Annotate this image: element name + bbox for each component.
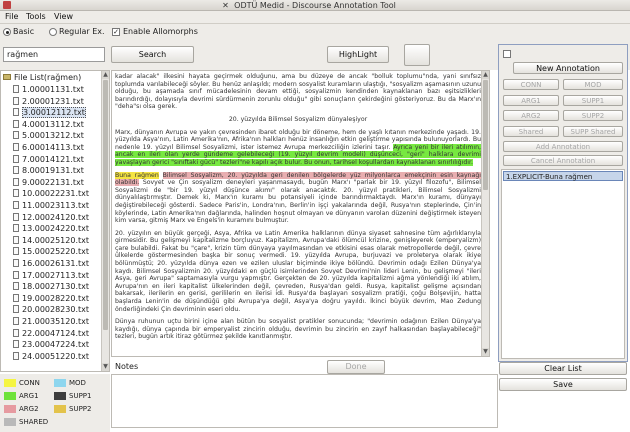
conn-button[interactable]: CONN: [503, 79, 559, 90]
legend-label: ARG1: [19, 392, 39, 400]
file-list-item[interactable]: 16.00026131.txt: [13, 259, 89, 270]
legend-label: SUPP1: [69, 392, 92, 400]
legend-label: CONN: [19, 379, 40, 387]
file-list-item[interactable]: 10.00022231.txt: [13, 189, 89, 200]
search-button[interactable]: Search: [111, 46, 194, 63]
annotation-list: [501, 169, 625, 359]
done-button[interactable]: Done: [327, 360, 385, 374]
folder-icon: [3, 74, 11, 80]
doc-paragraph: kadar alacak" ilkesini hayata geçirmek olduğunu, ama bu düzeye de ancak "bolluk toplumu"nda, yani sınıfsız toplumda varılabileceği söyler. Bu henüz anlaşıldı; modern sosyalist kuramların ulaştığı, "sosyalizm aşamasının uzunu olduğu, bu aşamada sınıf mücadelesinin devam ettiği, sosyalizmin kendinden kaynaklanan bazı eşitsizlikleri barındırdığı, dolayısıyla devrimi sürdürmenin zorunlu olduğu" gibi sonuçların çekirdeğini gösteriyoruz. Bu da Marx'ın "deha"sı olsa gerek.: [115, 73, 481, 111]
file-list-item[interactable]: 4.00013112.txt: [13, 120, 84, 131]
document-icon: [13, 213, 19, 221]
legend-label: SUPP2: [69, 405, 92, 413]
menu-bar: [0, 11, 630, 24]
document-icon: [13, 85, 19, 93]
legend-swatch: [4, 418, 16, 426]
file-list-item[interactable]: 7.00014121.txt: [13, 155, 84, 166]
clear-list-button[interactable]: Clear List: [499, 362, 627, 375]
supp2-button[interactable]: SUPP2: [563, 110, 623, 121]
document-scrollbar[interactable]: [481, 71, 489, 356]
supp-shared-button[interactable]: SUPP Shared: [563, 126, 623, 137]
document-icon: [13, 247, 19, 255]
scroll-thumb[interactable]: [483, 80, 488, 190]
document-text-pane[interactable]: [111, 70, 490, 357]
supp1-button[interactable]: SUPP1: [563, 95, 623, 106]
document-icon: [13, 108, 19, 116]
x11-icon: ✕: [222, 1, 229, 10]
document-icon: [13, 143, 19, 151]
document-icon: [13, 189, 19, 197]
file-list-item[interactable]: 18.00027130.txt: [13, 282, 89, 293]
document-icon: [13, 236, 19, 244]
file-list-item[interactable]: 12.00024120.txt: [13, 213, 89, 224]
color-legend: [0, 374, 110, 432]
shared-button[interactable]: Shared: [503, 126, 559, 137]
file-list-item[interactable]: 20.00028230.txt: [13, 305, 89, 316]
annotation-panel: [498, 44, 628, 362]
doc-paragraph: Buna rağmen Bilimsel Sosyalizm, 20. yüzyılda geri denilen bölgelerde yüz milyonlarca emekçinin esin kaynağı olabildi. Sovyet ve Çin sosyalizm deneyleri yaşanmasaydı, bugün Marx'ı "parlak bir 19. yüzyıl filozofu", Bilimsel Sosyalizmi de "bir 19. yüzyıl düşünce akımı" olarak anacaktık. 20. yüzyıl pratikleri, Bilimsel Sosyalizmi dünyalılaştırmıştır. Demek ki, Marx'ın kuramı bu potansiyeli içinde barındırmaktaydı. Marx'ın kuramı, dünyayı değiştirebileceği gösterdi. Sadece Paris'in, Londra'nın, Berlin'in işçi yakalarında değil, Rusya'nın steplerinde, Çin'in köylerinde, Latin Amerika'nın dağlarında, halinden hoşnut olmayan ve dünyanın varolan düzenini değiştirmek isteyen kim varsa, gitmiş Marx ve Engels'in kuramını bulmuştur.: [115, 171, 482, 225]
annotation-checkbox[interactable]: [503, 50, 511, 58]
legend-swatch: [4, 405, 16, 413]
new-annotation-button[interactable]: New Annotation: [513, 62, 623, 74]
file-list-item[interactable]: 3.00012112.txt: [13, 108, 86, 119]
legend-label: SHARED: [19, 418, 49, 426]
file-list-item[interactable]: 2.00001231.txt: [13, 97, 84, 108]
document-icon: [13, 201, 19, 209]
regular-ex-radio[interactable]: [49, 28, 57, 36]
document-icon: [13, 178, 19, 186]
annotation-list-item[interactable]: 1.EXPLICIT-Buna rağmen: [503, 171, 623, 181]
add-annotation-button[interactable]: Add Annotation: [503, 141, 623, 152]
document-icon: [13, 155, 19, 163]
save-button[interactable]: Save: [499, 378, 627, 391]
document-icon: [13, 317, 19, 325]
legend-swatch: [54, 392, 66, 400]
menu-view[interactable]: View: [54, 12, 73, 21]
legend-label: MOD: [69, 379, 86, 387]
arg2-highlight[interactable]: Bilimsel Sosyalizm, 20. yüzyılda geri denilen bölgelerde yüz milyonlarca emekçinin esin kaynağı olabildi.: [115, 171, 482, 187]
file-list-item[interactable]: 22.00047124.txt: [13, 329, 89, 340]
file-list-item[interactable]: 13.00024220.txt: [13, 224, 89, 235]
scroll-down-icon[interactable]: ▼: [483, 348, 488, 355]
scroll-down-icon[interactable]: ▼: [103, 363, 108, 370]
doc-paragraph: 20. yüzyılın en büyük gerçeği, Asya, Afrika ve Latin Amerika halklarının dünya siyaset sahnesine tüm ağırlıklarıyla girmesidir. Bu gelişmeyi kapitalizme borçluyuz. Kapitalizm, Avrupa'daki ölümcül krizine, genişleyerek (emperyalizm) çare bulabildi. Fakat bu "çare", krizin tüm dünyaya yayılmasından ve etkisini esas olarak metropollerde değil, çevre ülkelerde göstermesinden başka bir sonuç vermedi. 19. yüzyılda Avrupa, burjuvazi ve proleterya olarak ikiye bölünmüştü; 20. yüzyılda dünya ezen ve ezilen uluslar biçiminde ikiye bölündü. Devrimin odağı Ezilen Dünya'ya kaydı. Bilimsel Sosyalizmin 20. yüzyıldaki en güçlü isimlerinden Sovyet Devrimi'nin lideri Lenin, bu gelişmeyi "ileri Asya, geri Avrupa" saptamasıyla vurgu yapmıştır. Gerçekten de 20. yüzyılda kapitalizmi ağma yönlendiği iki atılım, Avrupa'nın en ileri kapitalist ülkelerinden değil, çevreden, Rusya'dan geldi. Rusya, kapitalist gelişme açısından bakarsak, ilerilerin en gerisi, gerililerin en ilerisi idi. Rusya'da başlayan sosyalizm pratiği, çoğu Bolşevijin, hatta başlarda Lenin'in de düşündüğü gibi Avrupa'ya değil, Asya'ya doğru yayıldı. İkinci büyük devrim, Mao Zedung önderliğindeki Çin devriminin eseri oldu.: [115, 229, 481, 313]
file-list-item[interactable]: 15.00025220.txt: [13, 247, 89, 258]
basic-radio[interactable]: [3, 28, 11, 36]
notes-label: Notes: [115, 362, 139, 371]
file-list-item[interactable]: 5.00013212.txt: [13, 131, 84, 142]
cancel-annotation-button[interactable]: Cancel Annotation: [503, 155, 623, 166]
window-title: ODTÜ Medid - Discourse Annotation Tool: [234, 1, 396, 10]
document-icon: [13, 166, 19, 174]
notes-textarea[interactable]: [111, 374, 498, 428]
document-icon: [13, 282, 19, 290]
arg2-button[interactable]: ARG2: [503, 110, 559, 121]
document-icon: [13, 131, 19, 139]
file-list-tree: [0, 70, 110, 372]
file-list-item[interactable]: 17.00027113.txt: [13, 271, 89, 282]
menu-tools[interactable]: Tools: [26, 12, 46, 21]
title-bar: [0, 0, 630, 11]
legend-label: ARG2: [19, 405, 39, 413]
scroll-up-icon[interactable]: ▲: [483, 71, 488, 78]
document-icon: [13, 294, 19, 302]
scroll-up-icon[interactable]: ▲: [103, 71, 108, 78]
file-list-item[interactable]: 19.00028220.txt: [13, 294, 89, 305]
document-icon: [13, 97, 19, 105]
conn-highlight[interactable]: Buna rağmen: [115, 171, 159, 179]
search-options: [0, 24, 630, 40]
document-text: [115, 73, 481, 346]
file-list-item[interactable]: 11.00023113.txt: [13, 201, 89, 212]
file-list-item[interactable]: 6.00014113.txt: [13, 143, 84, 154]
regular-ex-label: Regular Ex.: [59, 27, 105, 36]
doc-heading: 20. yüzyılda Bilimsel Sosyalizm dünyaleşiyor: [228, 115, 368, 123]
legend-swatch: [4, 392, 16, 400]
document-icon: [13, 329, 19, 337]
arg1-button[interactable]: ARG1: [503, 95, 559, 106]
color-swatch-button[interactable]: [404, 44, 430, 66]
document-icon: [13, 305, 19, 313]
file-list-item[interactable]: 1.00001131.txt: [13, 85, 84, 96]
file-list-item[interactable]: 23.00047224.txt: [13, 340, 89, 351]
file-list-item[interactable]: 21.00035120.txt: [13, 317, 89, 328]
arg1-highlight[interactable]: Ayrıca yeni bir ileri atılımın, ancak en ileri olan yerde gündeme gelebileceği (19. yüzyıl devrim modeli) düşünceci, "geri" halklara devrimi yavaşlayan gerici "sınıftaki gücü" tezleri"ne kapılı açık bulur. Bu onun, tarihsel koşullardan kaynaklanan sınırlılığıdır.: [115, 143, 481, 166]
file-list-item[interactable]: 24.00051220.txt: [13, 352, 89, 363]
file-list-root[interactable]: File List(rağmen): [3, 73, 81, 84]
highlight-button[interactable]: HighLight: [327, 46, 389, 63]
legend-swatch: [4, 379, 16, 387]
legend-swatch: [54, 379, 66, 387]
file-list-item[interactable]: 14.00025120.txt: [13, 236, 89, 247]
document-icon: [13, 224, 19, 232]
document-icon: [13, 259, 19, 267]
file-list-item[interactable]: 9.00022131.txt: [13, 178, 84, 189]
scroll-thumb[interactable]: [103, 80, 108, 330]
file-list-item[interactable]: 8.00019131.txt: [13, 166, 84, 177]
allomorphs-checkbox[interactable]: ✓: [113, 28, 119, 36]
search-input[interactable]: rağmen: [3, 47, 105, 62]
document-icon: [13, 120, 19, 128]
doc-paragraph: Dünya ruhunun uçtu birini içine alan bütün bu sosyalist pratikler sonucunda; "devrimin odağının Ezilen Dünya'ya kaydığı, dünya çapında bir emperyalist zincirin olduğu, devrimin bu zincirin en zayıf halkasından başlayabileceği" tezleri, bugün artık itiraz götürmez şekilde kanıtlanmıştır.: [115, 318, 481, 341]
basic-label: Basic: [13, 27, 35, 36]
legend-swatch: [54, 405, 66, 413]
document-icon: [13, 340, 19, 348]
allomorphs-label: Enable Allomorphs: [123, 27, 198, 36]
mod-button[interactable]: MOD: [563, 79, 623, 90]
document-icon: [13, 352, 19, 360]
menu-file[interactable]: File: [5, 12, 19, 21]
doc-paragraph: Marx, dünyanın Avrupa ve yakın çevresinden ibaret olduğu bir döneme, hem de yaşlı kıtanın merkezinde yaşadı. 19. yüzyılda Asya'nın, Latin Amerika'nın, Afrika'nın halkları henüz insanlığın etkin geliştirme yapısında bulunuyorlardı. Bu nedenle 19. yüzyıl Bilimsel Sosyalizmi, ister istemez Avrupa merkezciliğin izlerini taşır. Ayrıca yeni bir ileri atılımın, ancak en ileri olan yerde gündeme gelebileceği (19. yüzyıl devrim modeli) düşünceci, "geri" halklara devrimi yavaşlayan gerici "sınıftaki gücü" tezleri"ne kapılı açık bulur. Bu onun, tarihsel koşullardan kaynaklanan sınırlılığıdır.: [115, 128, 481, 166]
document-icon: [13, 271, 19, 279]
file-list-scrollbar[interactable]: [101, 71, 109, 371]
